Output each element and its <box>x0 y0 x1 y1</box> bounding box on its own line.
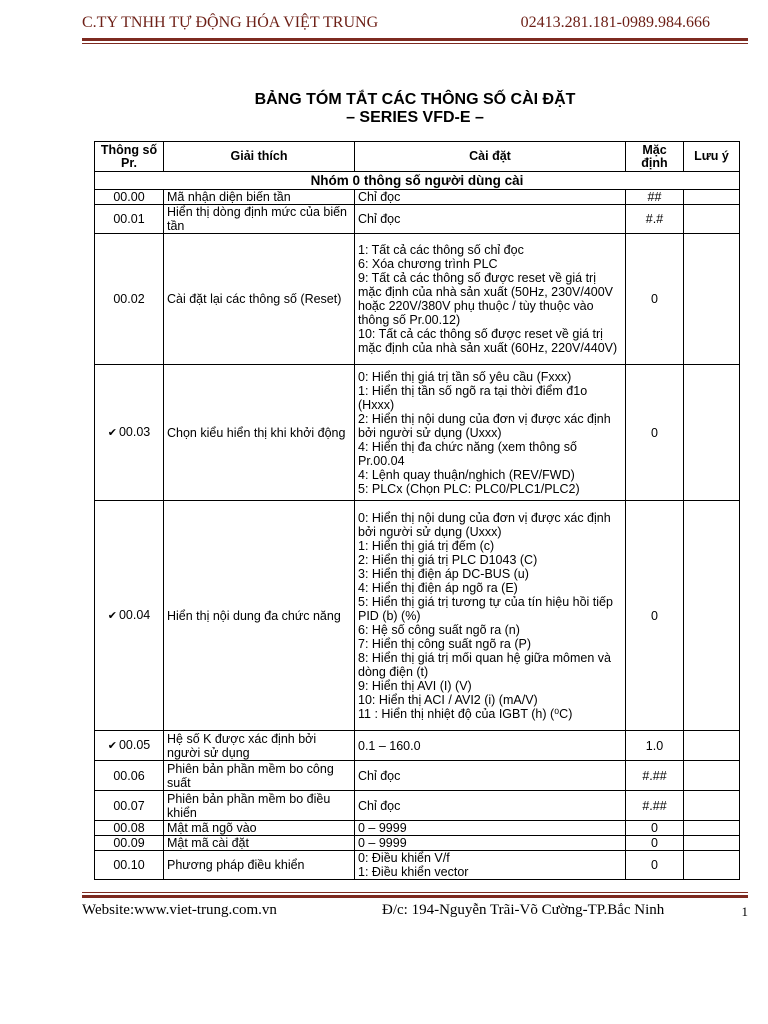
table-row <box>95 190 740 205</box>
table-row <box>95 791 740 821</box>
param-settings <box>355 501 626 731</box>
table-row <box>95 821 740 836</box>
header-description: Giải thích <box>164 142 355 172</box>
param-note <box>684 821 740 836</box>
setting-line: 0 – 9999 <box>358 836 407 850</box>
param-description: Mật mã cài đặt <box>164 836 355 851</box>
param-note <box>684 791 740 821</box>
header-rule-thin <box>82 43 748 44</box>
setting-line: 6: Xóa chương trình PLC <box>358 257 498 271</box>
param-code <box>95 791 164 821</box>
param-note <box>684 836 740 851</box>
param-code <box>95 205 164 234</box>
param-default: ## <box>626 190 684 205</box>
setting-line: 11 : Hiển thị nhiệt độ của IGBT (h) (⁰C) <box>358 706 573 721</box>
param-code-text: 00.08 <box>113 821 145 835</box>
param-default: #.## <box>626 761 684 791</box>
param-default: 0 <box>626 836 684 851</box>
param-default: 0 <box>626 365 684 501</box>
param-settings <box>355 851 626 880</box>
setting-line: 2: Hiển thị giá trị PLC D1043 (C) <box>358 552 538 567</box>
company-phone: 02413.281.181-0989.984.666 <box>520 14 710 31</box>
param-code-text: 00.10 <box>113 858 145 872</box>
setting-line: Chỉ đọc <box>358 190 401 204</box>
group-title: Nhóm 0 thông số người dùng cài <box>95 172 740 190</box>
setting-line: 10: Tất cả các thông số được reset về giá trị mặc định của nhà sản xuất (60Hz, 220V/440V) <box>358 327 618 355</box>
param-settings <box>355 791 626 821</box>
footer-website: Website:www.viet-trung.com.vn <box>82 902 277 918</box>
param-code <box>95 851 164 880</box>
setting-line: 9: Tất cả các thông số được reset về giá trị mặc định của nhà sản xuất (50Hz, 230V/400V hoặc 220V/380V phụ thuộc / tùy thuộc vào thông số Pr.00.12) <box>358 271 614 327</box>
param-settings <box>355 234 626 365</box>
setting-line: 7: Hiển thị công suất ngõ ra (P) <box>358 636 532 651</box>
param-note <box>684 190 740 205</box>
param-code <box>95 761 164 791</box>
param-description: Mật mã ngõ vào <box>164 821 355 836</box>
page-header <box>82 14 710 32</box>
table-row <box>95 205 740 234</box>
parameter-table <box>94 141 740 880</box>
setting-line: 10: Hiển thị ACI / AVI2 (i) (mA/V) <box>358 692 538 707</box>
param-settings <box>355 761 626 791</box>
param-default: #.# <box>626 205 684 234</box>
param-code-text: 00.07 <box>113 798 145 813</box>
document-subtitle: – SERIES VFD-E – <box>346 109 484 126</box>
header-param: Thông số Pr. <box>95 142 164 172</box>
param-code-text: 00.05 <box>118 738 151 752</box>
setting-line: 0: Hiển thị nội dung của đơn vị được xác định bởi người sử dụng (Uxxx) <box>358 510 611 539</box>
setting-line: 0 – 9999 <box>358 821 407 835</box>
setting-line: 1: Hiển thị tần số ngõ ra tại thời điểm đ1o (Hxxx) <box>358 383 588 412</box>
setting-line: 0.1 – 160.0 <box>358 738 421 753</box>
header-note: Lưu ý <box>684 142 740 172</box>
param-code-text: 00.00 <box>113 190 145 204</box>
table-row <box>95 234 740 365</box>
param-description: Phiên bản phần mềm bo công suất <box>164 761 355 791</box>
table-row <box>95 836 740 851</box>
param-default: #.## <box>626 791 684 821</box>
group-row <box>95 172 740 190</box>
table-row <box>95 761 740 791</box>
checkmark-icon: ✔ <box>107 740 117 752</box>
param-description: Chọn kiểu hiển thị khi khởi động <box>164 365 355 501</box>
header-rule-thick <box>82 38 748 41</box>
param-code <box>95 501 164 731</box>
param-note <box>684 851 740 880</box>
setting-line: 5: Hiển thị giá trị tương tự của tín hiệu hồi tiếp PID (b) (%) <box>358 594 613 623</box>
header-default: Mặc định <box>626 142 684 172</box>
param-code <box>95 836 164 851</box>
param-settings <box>355 205 626 234</box>
checkmark-icon: ✔ <box>107 427 117 439</box>
setting-line: 6: Hệ số công suất ngõ ra (n) <box>358 622 520 637</box>
param-default: 0 <box>626 851 684 880</box>
setting-line: 0: Điều khiển V/f <box>358 851 450 865</box>
param-code-text: 00.02 <box>113 292 145 306</box>
setting-line: 9: Hiển thị AVI (I) (V) <box>358 678 472 693</box>
page-number: 1 <box>741 904 748 919</box>
setting-line: 1: Tất cả các thông số chỉ đọc <box>358 243 524 257</box>
table-row <box>95 365 740 501</box>
setting-line: 2: Hiển thị nội dung của đơn vị được xác định bởi người sử dụng (Uxxx) <box>358 411 611 440</box>
checkmark-icon: ✔ <box>107 610 117 622</box>
param-note <box>684 501 740 731</box>
setting-line: 1: Hiển thị giá trị đếm (c) <box>358 538 495 553</box>
param-code-text: 00.06 <box>113 768 145 783</box>
header-setting: Cài đặt <box>355 142 626 172</box>
setting-line: 8: Hiển thị giá trị mối quan hệ giữa mômen và dòng điện (t) <box>358 650 611 679</box>
param-default: 1.0 <box>626 731 684 761</box>
param-code <box>95 190 164 205</box>
table-row <box>95 501 740 731</box>
setting-line: 4: Hiển thị đa chức năng (xem thông số Pr.00.04 <box>358 439 577 468</box>
setting-line: Chỉ đọc <box>358 768 401 783</box>
setting-line: Chỉ đọc <box>358 798 401 813</box>
param-note <box>684 365 740 501</box>
table-header-row <box>95 142 740 172</box>
param-note <box>684 761 740 791</box>
document-title: BẢNG TÓM TẮT CÁC THÔNG SỐ CÀI ĐẶT <box>254 91 576 108</box>
company-name: C.TY TNHH TỰ ĐỘNG HÓA VIỆT TRUNG <box>82 14 379 31</box>
param-description: Hệ số K được xác định bởi người sử dụng <box>164 731 355 761</box>
param-note <box>684 731 740 761</box>
param-code <box>95 365 164 501</box>
setting-line: 4: Hiển thị điện áp ngõ ra (E) <box>358 580 518 595</box>
param-settings <box>355 821 626 836</box>
param-settings <box>355 190 626 205</box>
param-description: Mã nhận diện biến tần <box>164 190 355 205</box>
setting-line: 0: Hiển thị giá trị tần số yêu cầu (Fxxx) <box>358 369 572 384</box>
setting-line: 5: PLCx (Chọn PLC: PLC0/PLC1/PLC2) <box>358 481 580 496</box>
param-settings <box>355 836 626 851</box>
param-code <box>95 731 164 761</box>
param-settings <box>355 365 626 501</box>
table-row <box>95 731 740 761</box>
setting-line: 1: Điều khiển vector <box>358 865 469 879</box>
setting-line: 4: Lệnh quay thuận/nghich (REV/FWD) <box>358 467 575 482</box>
footer-rule-thin <box>82 892 748 893</box>
param-default: 0 <box>626 501 684 731</box>
footer-rule-thick <box>82 895 748 898</box>
param-description: Phương pháp điều khiển <box>164 851 355 880</box>
param-default: 0 <box>626 234 684 365</box>
param-description: Cài đặt lại các thông số (Reset) <box>164 234 355 365</box>
param-description: Phiên bản phần mềm bo điều khiển <box>164 791 355 821</box>
param-code <box>95 234 164 365</box>
param-note <box>684 234 740 365</box>
param-code-text: 00.01 <box>113 212 145 226</box>
param-note <box>684 205 740 234</box>
footer-address: Đ/c: 194-Nguyễn Trãi-Võ Cường-TP.Bắc Ninh <box>382 902 665 918</box>
param-settings <box>355 731 626 761</box>
param-code <box>95 821 164 836</box>
param-description: Hiển thị dòng định mức của biến tần <box>164 205 355 234</box>
param-default: 0 <box>626 821 684 836</box>
setting-line: Chỉ đọc <box>358 212 401 226</box>
param-code-text: 00.03 <box>118 425 151 439</box>
param-code-text: 00.09 <box>113 836 145 850</box>
param-description: Hiển thị nội dung đa chức năng <box>164 501 355 731</box>
table-row <box>95 851 740 880</box>
param-code-text: 00.04 <box>118 608 151 622</box>
setting-line: 3: Hiển thị điện áp DC-BUS (u) <box>358 566 529 581</box>
